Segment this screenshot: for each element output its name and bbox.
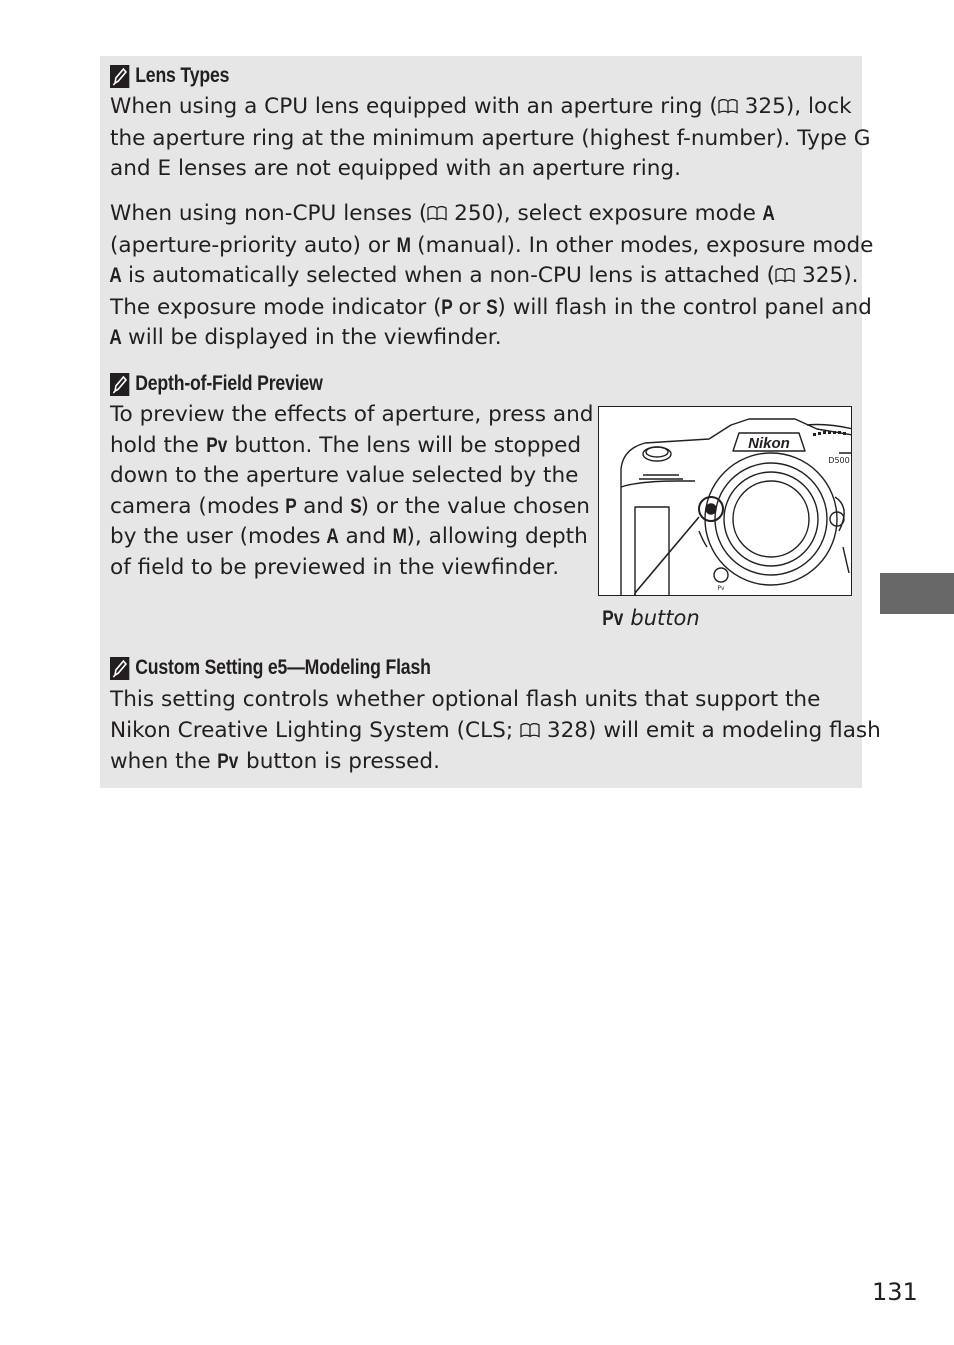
modeling-flash-paragraph: This setting controls whether optional flash units that support the Nikon Creative Lighting System (CLS; 328) will emit a modeling flash when the Pv button is pressed. xyxy=(110,687,881,775)
heading-lens-types: Lens Types xyxy=(110,61,229,91)
camera-brand-label: Nikon xyxy=(748,435,790,452)
camera-model-label: D500 xyxy=(828,456,850,465)
figure-caption: Pv button xyxy=(602,606,700,630)
pencil-note-icon xyxy=(110,657,129,680)
lens-types-paragraph-2: When using non-CPU lenses ( 250), select exposure mode A (aperture-priority auto) or M (manual). In other modes, exposure mode A is automatically selected when a non-CPU lens is attached ( 325). The exposure mode indicator (P or S) will flash in the control panel and A will be displayed in the viewfinder. xyxy=(109,201,874,351)
pv-button-label: Pv xyxy=(717,585,725,592)
heading-modeling-flash: Custom Setting e5—Modeling Flash xyxy=(110,653,431,683)
page-number: 131 xyxy=(872,1278,918,1306)
book-icon xyxy=(427,200,447,231)
book-icon xyxy=(520,717,540,748)
pencil-note-icon xyxy=(110,65,129,88)
lens-types-paragraph-1: When using a CPU lens equipped with an aperture ring ( 325), lock the aperture ring at the minimum aperture (highest f-number). Type G and E lenses are not equipped with an aperture ring. xyxy=(110,94,871,182)
dof-preview-paragraph: To preview the effects of aperture, press and hold the Pv button. The lens will be stopped down to the aperture value selected by the camera (modes P and S) or the value chosen by the user (modes A and M), allowing depth of field to be previewed in the viewfinder. xyxy=(110,402,594,580)
section-tab-marker xyxy=(880,573,954,614)
pencil-note-icon xyxy=(110,373,129,396)
camera-illustration xyxy=(598,406,852,596)
heading-depth-of-field-preview: Depth-of-Field Preview xyxy=(110,369,323,399)
book-icon xyxy=(775,262,795,293)
book-icon xyxy=(718,93,738,124)
